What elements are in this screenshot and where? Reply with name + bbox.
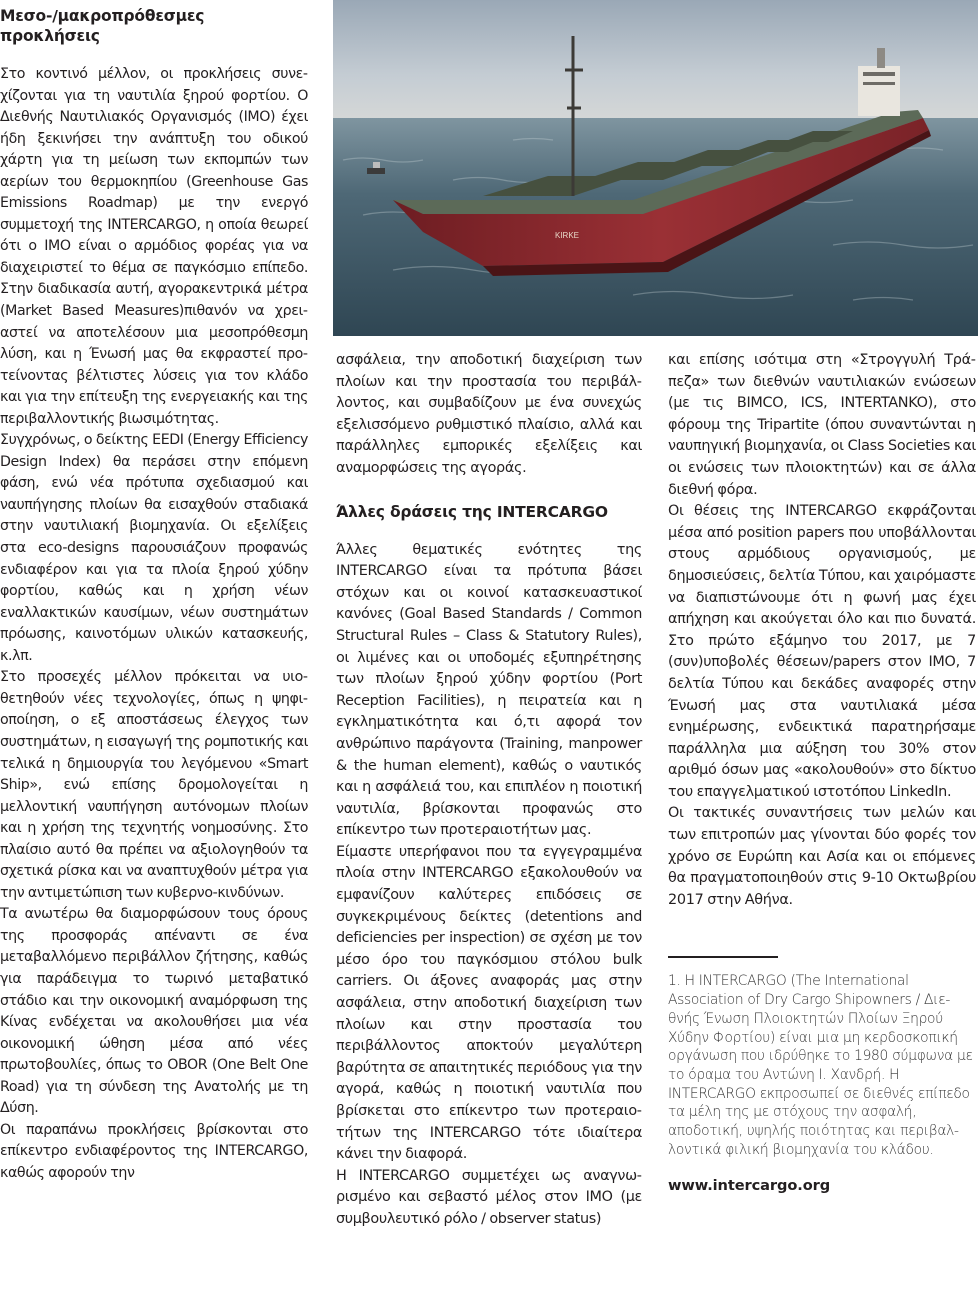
website-link[interactable]: www.intercargo.org (668, 1177, 831, 1195)
section-heading-challenges: Μεσο-/μακροπρόθεσμες προκλήσεις (0, 7, 205, 45)
footnote-divider (668, 956, 778, 958)
paragraph: Άλλες θεματικές ενότητες της INTERCARGO είναι τα πρότυπα βάσει στόχων και οι κοινοί κατασκευαστικοί κανόνες (Goal Based Standards / Common Structural Rules – Class & Statutory Rules), οι λιμένες και οι υποδομές εξυπηρέτησης των πλοίων ξηρού χύδην φορτίου (Port Reception Facilities), η πειρατεία και η εγκληματικότητα και ό,τι αφορά τον ανθρώπινο παράγοντα (Training, manpower & the human element), καθώς ο ναυτικός και η ασφάλειά του, και επιπλέον η ποιοτική ναυτιλία, βρίσκονται προφανώς στο επίκεντρο των προτεραιοτήτων μας. (336, 541, 642, 839)
ship-photo (333, 0, 978, 336)
paragraph: Οι θέσεις της INTERCARGO εκφράζονται μέσα από position papers που υποβάλλονται στους αρμόδιους οργανισμούς, με δημοσιεύσεις, δελτία Τύπου, και χαιρόμαστε να διαπιστώνουμε ότι η φωνή μας έχει απήχηση και ακούγεται όλο και πιο δυνατά. Στο πρώτο εξάμηνο του 2017, με 7 (συν)υποβολές θέσεων/papers στον IMO, 7 δελτία Τύπου και δεκάδες αναφορές στην Ένωσή μας στα ναυτιλιακά μέσα ενημέρωσης, ενδεικτικά παρατηρήσαμε παράλληλα μια αύξηση του 30% στον αριθμό όσων μας «ακολουθούν» στο δίκτυο του επαγγελματικού ιστοτόπου LinkedIn. (668, 503, 976, 800)
paragraph: Στο κοντινό μέλλον, οι προκλήσεις συνεχίζονται για τη ναυτιλία ξηρού φορτίου. Ο Διεθνής Ναυτιλιακός Οργανισμός (IMO) έχει ήδη ξεκινήσει την ανάπτυξη του οδικού χάρτη για τη μείωση των εκπομπών των αερίων του θερμοκηπίου (Greenhouse Gas Emissions Roadmap) με την ενεργό συμμετοχή της INTERCARGO, η οποία θεωρεί ότι ο IMO είναι ο αρμόδιος φορέας για να διαχειριστεί το θέμα σε παγκόσμιο επίπεδο. Στην διαδικασία αυτή, αγορακεντρικά μέτρα (Market Based Measures)πιθανόν να χρειαστεί να αποτελέσουν μια μεσοπρόθεσμη λύση, και η Ένωσή μας θα εκφραστεί προτείνοντας βέλτιστες λύσεις για τον κλάδο και για την επίτευξη της ενεργειακής και της περιβαλλοντικής βιωσιμότητας. (0, 66, 308, 427)
paragraph: Στο προσεχές μέλλον πρόκειται να υιοθετηθούν νέες τεχνολογίες, όπως η ψηφιοποίηση, ο εξ αποστάσεως έλεγχος των συστημάτων, η εισαγωγή της ρομποτικής και τελικά η δημιουργία του λεγόμενου «Smart Ship», ενώ επίσης δρομολογείται η μελλοντική ναυπήγηση αυτόνομων πλοίων και η χρήση της τεχνητής νοημοσύνης. Στο πλαίσιο αυτό θα πρέπει να αξιολογηθούν τα σχετικά ρίσκα και να αναπτυχθούν μέτρα για την αντιμετώπιση των κυβερνο-κινδύνων. (0, 669, 308, 901)
paragraph: Είμαστε υπερήφανοι που τα εγγεγραμμένα πλοία στην INTERCARGO εξακολουθούν να εμφανίζουν καλύτερες επιδόσεις σε συγκεκριμένους δείκτες (detentions and deficiencies per inspection) σε σχέση με τον μέσο όρο του παγκόσμιου στόλου bulk carriers. Οι άξονες αναφοράς μας στην ασφάλεια, στην αποδοτική διαχείριση των πλοίων και στην προστασία του περιβάλλοντος αποκτούν μεγαλύτερη βαρύτητα σε απαιτητικές περιόδους για την αγορά, καθώς η ποιοτική ναυτιλία που βρίσκεται στο επίκεντρο των προτεραιοτήτων της INTERCARGO τότε ιδιαίτερα κάνει την διαφορά. (336, 843, 642, 1163)
right-column (668, 350, 976, 1194)
section-heading-other-actions: Άλλες δράσεις της INTERCARGO (336, 502, 608, 521)
paragraph: Τα ανωτέρω θα διαμορφώσουν τους όρους της προσφοράς απέναντι σε ένα μεταβαλλόμενο περιβάλλον ζήτησης, καθώς για παράδειγμα το τωρινό μεταβατικό στάδιο και την οικονομική αναμόρφωση της Κίνας ενδέχεται να ακολουθήσει μια νέα οικονομική ώθηση μέσα από νέες πρωτοβουλίες, όπως το OBOR (One Belt One Road) για τη σύνδεση της Ανατολής με τη Δύση. (0, 906, 308, 1117)
paragraph: ασφάλεια, την αποδοτική διαχείριση των πλοίων και την προστασία του περιβάλλοντος, και συμβαδίζουν με ένα συνεχώς εξελισσόμενο ρυθμιστικό πλαίσιο, αλλά και παράλληλες εμπορικές εξελίξεις και αναμορφώσεις της αγοράς. (336, 352, 642, 476)
paragraph: Οι παραπάνω προκλήσεις βρίσκονται στο επίκεντρο ενδιαφέροντος της INTERCARGO, καθώς αφορούν την (0, 1121, 308, 1181)
paragraph: και επίσης ισότιμα στη «Στρογγυλή Τράπεζα» των διεθνών ναυτιλιακών ενώσεων (με τις BIMCO, ICS, INTERTANKO), στο φόρουμ της Tripartite (όπου συναντώνται η ναυπηγική βιομηχανία, οι Class Societies και οι ενώσεις των πλοιοκτητών) και σε άλλα διεθνή φόρα. (668, 352, 976, 498)
footnote: 1. Η INTERCARGO (The International Association of Dry Cargo Shipowners / Διεθνής Ένωση Πλοιοκτητών Πλοίων Ξηρού Χύδην Φορτίου) είναι μια μη κερδοσκοπική οργάνωση που ιδρύθηκε το 1980 σύμφωνα με το όραμα του Αντώνη Ι. Χανδρή. Η INTERCARGO εκπροσωπεί σε διεθνές επίπεδο τα μέλη της με στόχους την ασφαλή, αποδοτική, υψηλής ποιότητας και περιβαλλοντικά φιλική βιομηχανία του κλάδου. (668, 973, 973, 1158)
paragraph: Συγχρόνως, ο δείκτης EEDI (Energy Efficiency Design Index) θα περάσει στην επόμενη φάση, ενώ νέα πρότυπα σχεδιασμού και ναυπήγησης πλοίων θα εισαχθούν σταδιακά στην ναυτιλιακή βιομηχανία. Οι εξελίξεις στα eco-designs παρουσιάζουν προφανώς ενδιαφέρον και για τα πλοία ξηρού χύδην φορτίου, καθώς και η χρήση νέων εναλλακτικών καυσίμων, νέων συστημάτων πρόωσης, καινοτόμων υλικών κατασκευής, κ.λπ. (0, 432, 308, 664)
ship-name: KIRKE (555, 231, 580, 240)
paragraph: Οι τακτικές συναντήσεις των μελών και των επιτροπών μας γίνονται δύο φορές τον χρόνο σε Ευρώπη και Ασία και οι επόμενες θα πραγματοποιηθούν στις 9-10 Οκτωβρίου 2017 στην Αθήνα. (668, 805, 976, 908)
left-column (0, 6, 308, 1184)
middle-column (336, 350, 642, 1231)
paragraph: Η INTERCARGO συμμετέχει ως αναγνωρισμένο και σεβαστό μέλος στον IMO (με συμβουλευτικό ρόλο / observer status) (336, 1167, 642, 1227)
